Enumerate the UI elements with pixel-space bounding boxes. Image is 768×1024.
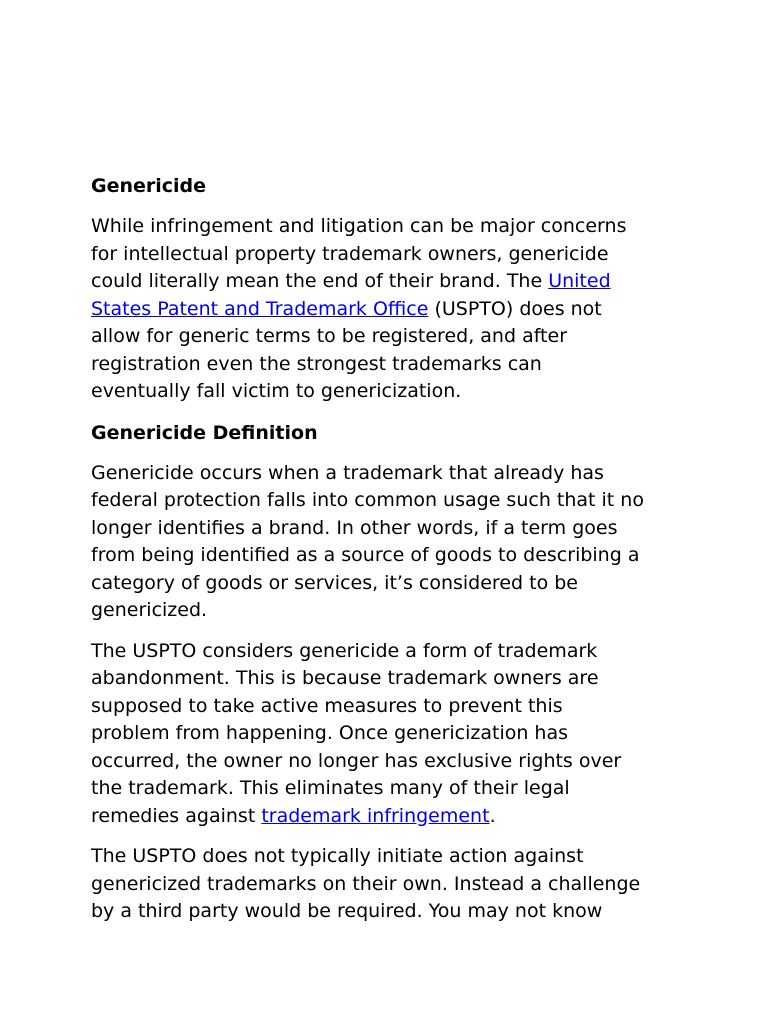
document-body xyxy=(91,172,691,926)
text-span: (USPTO) does not xyxy=(434,297,602,320)
text-span: remedies against xyxy=(91,804,262,827)
text-line: allow for generic terms to be registered, and after xyxy=(91,325,568,347)
paragraph-abandonment xyxy=(91,638,691,831)
text-line: from being identified as a source of goods to describing a xyxy=(91,544,640,566)
text-line: registration even the strongest trademarks can xyxy=(91,352,542,375)
text-line: The USPTO considers genericide a form of trademark xyxy=(91,639,598,662)
paragraph-definition xyxy=(91,460,691,625)
text-line: category of goods or services, it’s considered to be xyxy=(91,571,578,594)
text-line: eventually fall victim to genericization. xyxy=(91,380,462,402)
uspto-link-part-1[interactable]: United xyxy=(548,270,611,292)
text-span: . xyxy=(489,804,496,827)
text-line: occurred, the owner no longer has exclusive rights over xyxy=(91,749,622,772)
heading-genericide: Genericide xyxy=(91,175,207,197)
uspto-link-part-2[interactable]: States Patent and Trademark Office xyxy=(91,297,429,320)
text-line: the trademark. This eliminates many of their legal xyxy=(91,777,570,799)
paragraph-challenge xyxy=(91,843,691,926)
text-line: federal protection falls into common usage such that it no xyxy=(91,489,644,511)
text-span: could literally mean the end of their brand. The xyxy=(91,270,549,292)
text-line: supposed to take active measures to prevent this xyxy=(91,694,563,717)
paragraph-intro xyxy=(91,213,691,406)
text-line: The USPTO does not typically initiate action against xyxy=(91,845,584,867)
trademark-infringement-link[interactable]: trademark infringement xyxy=(261,804,490,827)
text-line: longer identifies a brand. In other words, if a term goes xyxy=(91,516,618,539)
heading-genericide-definition: Genericide Definition xyxy=(91,421,318,444)
text-line: genericized. xyxy=(91,599,208,621)
text-line: by a third party would be required. You may not know xyxy=(91,900,603,922)
text-line: While infringement and litigation can be major concerns xyxy=(91,215,627,237)
text-line xyxy=(91,803,691,831)
text-line: problem from happening. Once genericization has xyxy=(91,722,569,744)
text-line: genericized trademarks on their own. Instead a challenge xyxy=(91,872,641,895)
text-line: Genericide occurs when a trademark that already has xyxy=(91,461,604,484)
text-line xyxy=(91,296,691,324)
text-line: for intellectual property trademark owners, genericide xyxy=(91,242,609,265)
text-line xyxy=(91,268,691,296)
text-line: abandonment. This is because trademark owners are xyxy=(91,667,599,689)
